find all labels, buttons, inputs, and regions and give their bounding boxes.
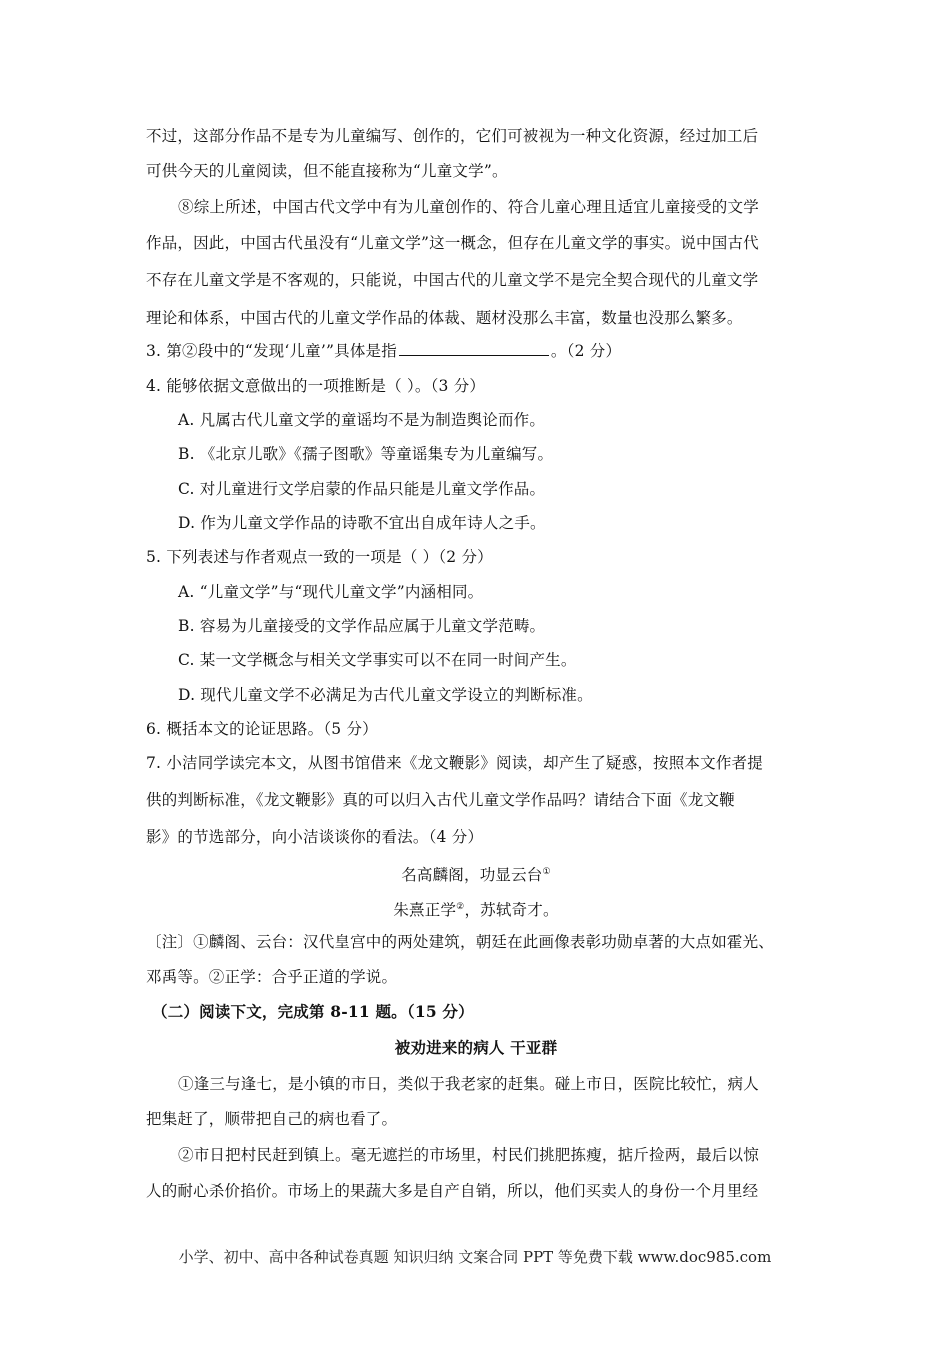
paragraph-8-line-1: ⑧综上所述，中国古代文学中有为儿童创作的、符合儿童心理且适宜儿童接受的文学 xyxy=(178,198,759,216)
question-6-stem: 6. 概括本文的论证思路。（5 分） xyxy=(146,720,378,738)
poem-line-2-rest: ，苏轼奇才。 xyxy=(464,901,559,920)
story-title: 被劝进来的病人 干亚群 xyxy=(394,1038,558,1057)
question-5-option-b: B. 容易为儿童接受的文学作品应属于儿童文学范畴。 xyxy=(178,617,546,635)
question-3 xyxy=(146,341,806,361)
question-7-line-3: 影》的节选部分，向小洁谈谈你的看法。（4 分） xyxy=(146,828,484,846)
footnote-marker-2: ② xyxy=(456,902,465,912)
question-5-stem: 5. 下列表述与作者观点一致的一项是（ ）（2 分） xyxy=(146,548,493,566)
question-5-option-d: D. 现代儿童文学不必满足为古代儿童文学设立的判断标准。 xyxy=(178,686,593,704)
question-4-option-a: A. 凡属古代儿童文学的童谣均不是为制造舆论而作。 xyxy=(178,411,546,429)
question-3-suffix: 。（2 分） xyxy=(550,342,622,360)
paragraph-continuation-line-1: 不过，这部分作品不是专为儿童编写、创作的，它们可被视为一种文化资源，经过加工后 xyxy=(146,127,759,145)
paragraph-continuation-line-2: 可供今天的儿童阅读，但不能直接称为“儿童文学”。 xyxy=(146,162,508,180)
page-footer: 小学、初中、高中各种试卷真题 知识归纳 文案合同 PPT 等免费下载 www.doc985.com xyxy=(178,1248,772,1266)
story-paragraph-2-line-2: 人的耐心杀价掐价。市场上的果蔬大多是自产自销，所以，他们买卖人的身份一个月里经 xyxy=(146,1182,759,1200)
poem-line-2 xyxy=(146,897,806,920)
story-paragraph-1-line-1: ①逢三与逢七，是小镇的市日，类似于我老家的赶集。碰上市日，医院比较忙，病人 xyxy=(178,1075,759,1093)
question-4-stem: 4. 能够依据文意做出的一项推断是（ ）。（3 分） xyxy=(146,377,486,395)
story-paragraph-2-line-1: ②市日把村民赶到镇上。毫无遮拦的市场里，村民们挑肥拣瘦，掂斤捡两，最后以惊 xyxy=(178,1146,759,1164)
question-4-option-d: D. 作为儿童文学作品的诗歌不宜出自成年诗人之手。 xyxy=(178,514,546,532)
section-2-heading: （二）阅读下文，完成第 8-11 题。（15 分） xyxy=(152,1002,474,1021)
footnote-marker-1: ① xyxy=(542,867,551,877)
notes-line-2: 邓禹等。②正学：合乎正道的学说。 xyxy=(146,968,398,986)
paragraph-8-line-2: 作品，因此，中国古代虽没有“儿童文学”这一概念，但存在儿童文学的事实。说中国古代 xyxy=(146,234,759,252)
question-5-option-a: A. “儿童文学”与“现代儿童文学”内涵相同。 xyxy=(178,583,484,601)
question-4-option-c: C. 对儿童进行文学启蒙的作品只能是儿童文学作品。 xyxy=(178,480,546,498)
story-paragraph-1-line-2: 把集赶了，顺带把自己的病也看了。 xyxy=(146,1110,398,1128)
question-7-line-2: 供的判断标准，《龙文鞭影》真的可以归入古代儿童文学作品吗？请结合下面《龙文鞭 xyxy=(146,791,735,809)
paragraph-8-line-4: 理论和体系，中国古代的儿童文学作品的体裁、题材没那么丰富，数量也没那么繁多。 xyxy=(146,309,743,327)
question-3-prefix: 3. 第②段中的“发现‘儿童’”具体是指 xyxy=(146,342,397,360)
poem-line-1 xyxy=(146,862,806,885)
paragraph-8-line-3: 不存在儿童文学是不客观的，只能说，中国古代的儿童文学不是完全契合现代的儿童文学 xyxy=(146,271,759,289)
question-5-option-c: C. 某一文学概念与相关文学事实可以不在同一时间产生。 xyxy=(178,651,577,669)
notes-line-1: 〔注〕①麟阁、云台：汉代皇宫中的两处建筑，朝廷在此画像表彰功勋卓著的大点如霍光、 xyxy=(146,933,775,951)
question-4-option-b: B. 《北京儿歌》《孺子图歌》等童谣集专为儿童编写。 xyxy=(178,445,554,463)
poem-line-2-text: 朱熹正学 xyxy=(393,901,457,920)
answer-blank[interactable] xyxy=(399,341,549,356)
question-7-line-1: 7. 小洁同学读完本文，从图书馆借来《龙文鞭影》阅读，却产生了疑惑，按照本文作者提 xyxy=(146,754,763,772)
poem-line-1-text: 名高麟阁，功显云台 xyxy=(401,866,543,885)
